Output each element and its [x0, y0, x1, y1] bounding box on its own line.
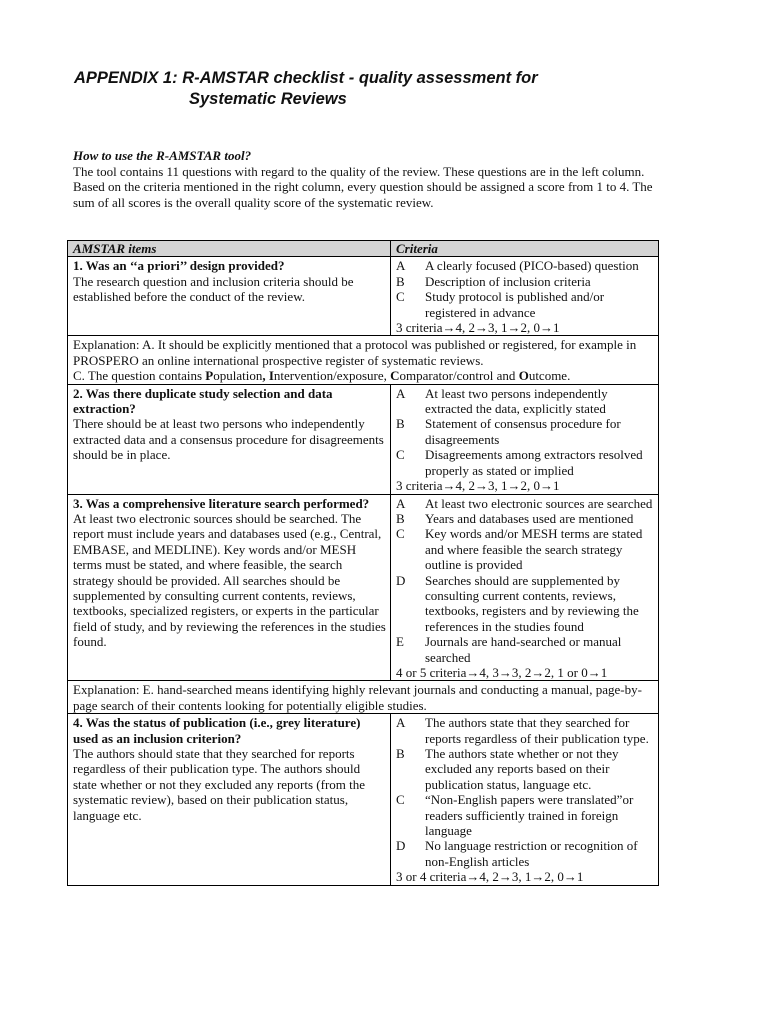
- criterion-letter: A: [396, 385, 406, 401]
- pico-p: P: [205, 368, 214, 384]
- question-1-title: 1. Was an ‘‘a priori’’ design provided?: [73, 258, 285, 274]
- pico-i: I: [268, 368, 274, 384]
- criterion-item: [396, 634, 654, 665]
- explanation-row-3: [68, 681, 659, 714]
- howto-section: [73, 148, 673, 210]
- criterion-letter: C: [396, 447, 405, 463]
- criterion-item: [396, 792, 654, 838]
- amstar-checklist-table: [67, 240, 659, 886]
- title-line-1: APPENDIX 1: R-AMSTAR checklist - quality assessment for: [74, 69, 538, 87]
- criterion-letter: B: [396, 416, 405, 432]
- question-1-cell: [68, 257, 391, 336]
- explanation-3: Explanation: E. hand-searched means identifying highly relevant journals and conducting a manual, page-by-page search of their contents looking for potentially eligible studies.: [68, 681, 659, 714]
- criterion-letter: D: [396, 572, 406, 588]
- criterion-item: [396, 573, 654, 635]
- criterion-item: [396, 416, 654, 447]
- pico-o: O: [518, 368, 529, 384]
- question-3-desc: At least two electronic sources should be searched. The report must include years and databases used (e.g., Central, EMBASE, and MEDLINE). Key words and/or MESH terms must be stated, and where feasible, the search strategy should be provided. All searches should be supplemented by consulting current contents, reviews, textbooks, specialized registers, or experts in the particular field of study, and by reviewing the references in the studies found.: [73, 510, 386, 650]
- question-4-criteria: [391, 714, 659, 885]
- header-criteria: Criteria: [391, 241, 659, 257]
- criterion-letter: B: [396, 273, 405, 289]
- criterion-text: At least two persons independently extracted the data, explicitly stated: [425, 385, 608, 417]
- criterion-item: [396, 838, 654, 869]
- criterion-letter: C: [396, 526, 405, 542]
- criterion-letter: D: [396, 838, 406, 854]
- criterion-text: Years and databases used are mentioned: [425, 510, 634, 526]
- criterion-letter: B: [396, 510, 405, 526]
- criterion-text: A clearly focused (PICO-based) question: [425, 258, 639, 274]
- explanation-1-pico: [73, 368, 654, 383]
- criterion-letter: B: [396, 746, 405, 761]
- pico-i-rest: ntervention/exposure,: [273, 368, 391, 384]
- criterion-text: Key words and/or MESH terms are stated and where feasible the search strategy outline is provided: [425, 526, 643, 573]
- question-2-title: 2. Was there duplicate study selection and data extraction?: [73, 385, 333, 417]
- question-4-cell: [68, 714, 391, 885]
- criterion-item: [396, 274, 654, 289]
- criterion-text: “Non-English papers were translated”or readers sufficiently trained in foreign language: [425, 792, 634, 839]
- score-rule: 3 criteria→4, 2→3, 1→2, 0→1: [396, 320, 560, 336]
- criterion-letter: C: [396, 289, 405, 305]
- criterion-item: [396, 746, 654, 792]
- question-3-criteria: [391, 494, 659, 681]
- question-2-desc: There should be at least two persons who independently extracted data and a consensus procedure for disagreements should be in place.: [73, 416, 384, 463]
- table-header-row: [68, 241, 659, 257]
- score-rule: 4 or 5 criteria→4, 3→3, 2→2, 1 or 0→1: [396, 664, 608, 680]
- criterion-item: [396, 496, 654, 511]
- criterion-text: The authors state whether or not they excluded any reports based on their publication status, language etc.: [425, 746, 619, 792]
- criterion-item: [396, 526, 654, 572]
- criterion-letter: A: [396, 715, 406, 731]
- question-2-criteria: [391, 384, 659, 494]
- question-row-4: [68, 714, 659, 885]
- pico-p-rest: opulation: [213, 368, 263, 384]
- question-3-cell: [68, 494, 391, 681]
- pico-comma: ,: [262, 368, 269, 384]
- criterion-text: Study protocol is published and/or registered in advance: [425, 289, 605, 320]
- criterion-text: Disagreements among extractors resolved properly as stated or implied: [425, 447, 643, 478]
- question-row-2: [68, 384, 659, 494]
- criterion-item: [396, 447, 654, 478]
- criterion-text: The authors state that they searched for reports regardless of their publication type.: [425, 715, 649, 746]
- pico-c-rest: omparator/control and: [399, 368, 519, 384]
- score-rule: 3 or 4 criteria→4, 2→3, 1→2, 0→1: [396, 869, 584, 885]
- criterion-letter: A: [396, 495, 406, 511]
- criterion-text: At least two electronic sources are searched: [425, 495, 653, 511]
- question-4-desc: The authors should state that they searched for reports regardless of their publication type. The authors should state whether or not they excluded any reports (from the systematic review), based on their publication status, language etc.: [73, 746, 366, 823]
- criterion-item: [396, 289, 654, 320]
- appendix-title: [74, 68, 538, 110]
- criterion-letter: E: [396, 634, 404, 650]
- header-items: AMSTAR items: [68, 241, 391, 257]
- criterion-item: [396, 715, 654, 746]
- question-4-title: 4. Was the status of publication (i.e., grey literature) used as an inclusion criterion?: [73, 715, 361, 746]
- criterion-item: [396, 386, 654, 417]
- explanation-row-1: [68, 336, 659, 384]
- criterion-text: Searches should are supplemented by consulting current contents, reviews, textbooks, registers and by reviewing the references in the studies found: [425, 572, 639, 634]
- pico-prefix: C. The question contains: [73, 368, 206, 384]
- criterion-letter: C: [396, 792, 405, 808]
- howto-text: The tool contains 11 questions with regard to the quality of the review. These questions are in the left column. Based on the criteria mentioned in the right column, every question should be assigned a score from 1 to 4. The sum of all scores is the overall quality score of the systematic review.: [73, 163, 653, 210]
- pico-c: C: [390, 368, 400, 384]
- question-row-1: [68, 257, 659, 336]
- pico-o-rest: utcome.: [528, 368, 571, 384]
- criterion-text: Statement of consensus procedure for disagreements: [425, 416, 621, 447]
- title-line-2: Systematic Reviews: [189, 90, 347, 108]
- criterion-text: Description of inclusion criteria: [425, 273, 591, 289]
- criterion-item: [396, 258, 654, 273]
- explanation-1-text: Explanation: A. It should be explicitly mentioned that a protocol was published or registered, for example in PROSPERO an online international prospective register of systematic reviews.: [73, 337, 637, 368]
- question-1-criteria: [391, 257, 659, 336]
- question-row-3: [68, 494, 659, 681]
- explanation-1: [68, 336, 659, 384]
- score-rule: 3 criteria→4, 2→3, 1→2, 0→1: [396, 478, 560, 494]
- criterion-letter: A: [396, 258, 406, 274]
- question-2-cell: [68, 384, 391, 494]
- criterion-item: [396, 511, 654, 526]
- criterion-text: Journals are hand-searched or manual searched: [425, 634, 622, 665]
- criterion-text: No language restriction or recognition of non-English articles: [425, 838, 638, 869]
- question-1-desc: The research question and inclusion criteria should be established before the conduct of the review.: [73, 273, 354, 305]
- question-3-title: 3. Was a comprehensive literature search performed?: [73, 495, 370, 511]
- howto-heading: How to use the R-AMSTAR tool?: [73, 148, 252, 163]
